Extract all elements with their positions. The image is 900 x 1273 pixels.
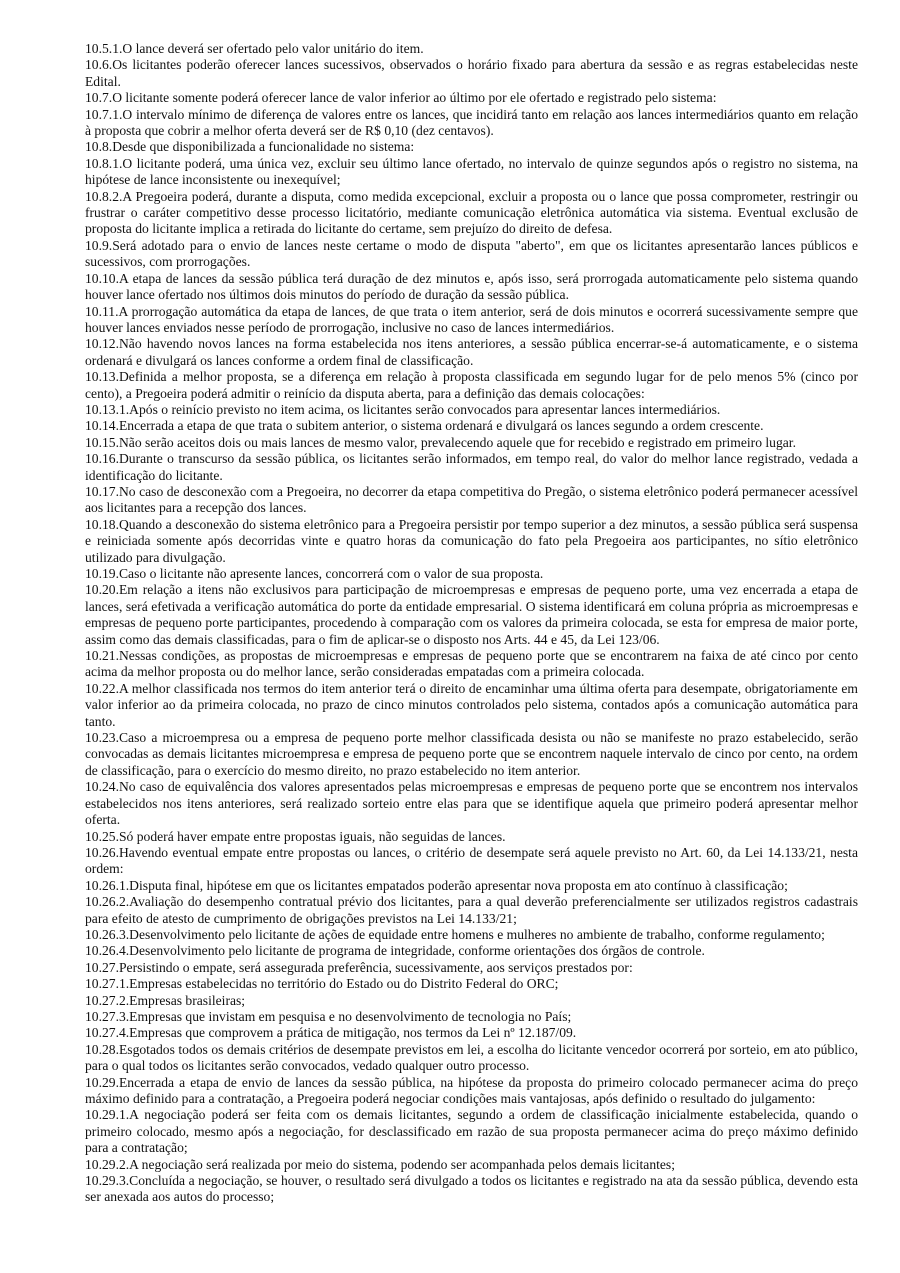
document-body bbox=[85, 41, 858, 1206]
paragraph: 10.26.2.Avaliação do desempenho contratual prévio dos licitantes, para a qual deverão preferencialmente ser utilizados registros cadastrais para efeito de atesto de cumprimento de obrigações previstos na Lei 14.133/21; bbox=[85, 894, 858, 926]
paragraph: 10.19.Caso o licitante não apresente lances, concorrerá com o valor de sua proposta. bbox=[85, 566, 544, 581]
paragraph: 10.27.2.Empresas brasileiras; bbox=[85, 992, 246, 1008]
paragraph: 10.26.Havendo eventual empate entre propostas ou lances, o critério de desempate será aquele previsto no Art. 60, da Lei 14.133/21, nesta ordem: bbox=[85, 844, 858, 877]
paragraph: 10.29.3.Concluída a negociação, se houver, o resultado será divulgado a todos os licitantes e registrado na ata da sessão pública, devendo esta ser anexada aos autos do processo; bbox=[85, 1173, 858, 1205]
paragraph: 10.13.1.Após o reinício previsto no item acima, os licitantes serão convocados para apresentar lances intermediários. bbox=[85, 401, 721, 417]
paragraph: 10.22.A melhor classificada nos termos do item anterior terá o direito de encaminhar uma última oferta para desempate, obrigatoriamente em valor inferior ao da primeira colocada, no prazo de cinco minutos controlados pelo sistema, contados após a comunicação automática para tanto. bbox=[85, 680, 858, 729]
paragraph: 10.28.Esgotados todos os demais critérios de desempate previstos em lei, a escolha do licitante vencedor ocorrerá por sorteio, em ato público, para o qual todos os licitantes serão convocados, vedado qualquer outro processo. bbox=[85, 1041, 858, 1074]
paragraph: 10.17.No caso de desconexão com a Pregoeira, no decorrer da etapa competitiva do Pregão, o sistema eletrônico poderá permanecer acessível aos licitantes para a recepção dos lances. bbox=[85, 483, 858, 516]
paragraph: 10.20.Em relação a itens não exclusivos para participação de microempresas e empresas de pequeno porte, uma vez encerrada a etapa de lances, será efetivada a verificação automática do porte da entidade empresarial. O sistema identificará em coluna própria as microempresas e empresas de pequeno porte participantes, procedendo à comparação com os valores da primeira colocada, se esta for empresa de maior porte, assim como das demais classificadas, para o fim de aplicar-se o disposto nos Arts. 44 e 45, da Lei 123/06. bbox=[85, 582, 858, 647]
paragraph: 10.27.1.Empresas estabelecidas no território do Estado ou do Distrito Federal do ORC; bbox=[85, 976, 559, 992]
paragraph: 10.9.Será adotado para o envio de lances neste certame o modo de disputa "aberto", em que os licitantes apresentarão lances públicos e sucessivos, com prorrogações. bbox=[85, 237, 858, 270]
paragraph: 10.13.Definida a melhor proposta, se a diferença em relação à proposta classificada em segundo lugar for de pelo menos 5% (cinco por cento), a Pregoeira poderá admitir o reinício da disputa aberta, para a definição das demais colocações: bbox=[85, 369, 858, 401]
paragraph: 10.27.4.Empresas que comprovem a prática de mitigação, nos termos da Lei nº 12.187/09. bbox=[85, 1025, 577, 1041]
paragraph: 10.27.Persistindo o empate, será assegurada preferência, sucessivamente, aos serviços prestados por: bbox=[85, 959, 633, 975]
paragraph: 10.7.O licitante somente poderá oferecer lance de valor inferior ao último por ele ofertado e registrado pelo sistema: bbox=[85, 90, 717, 106]
paragraph: 10.15.Não serão aceitos dois ou mais lances de mesmo valor, prevalecendo aquele que for recebido e registrado em primeiro lugar. bbox=[85, 434, 796, 450]
paragraph: 10.26.3.Desenvolvimento pelo licitante de ações de equidade entre homens e mulheres no ambiente de trabalho, conforme regulamento; bbox=[85, 926, 825, 942]
paragraph: 10.27.3.Empresas que invistam em pesquisa e no desenvolvimento de tecnologia no País; bbox=[85, 1008, 572, 1024]
paragraph: 10.8.1.O licitante poderá, uma única vez, excluir seu último lance ofertado, no intervalo de quinze segundos após o registro no sistema, na hipótese de lance inconsistente ou inexequível; bbox=[85, 155, 858, 188]
paragraph: 10.26.4.Desenvolvimento pelo licitante de programa de integridade, conforme orientações dos órgãos de controle. bbox=[85, 943, 705, 959]
paragraph: 10.14.Encerrada a etapa de que trata o subitem anterior, o sistema ordenará e divulgará os lances segundo a ordem crescente. bbox=[85, 418, 764, 434]
paragraph: 10.24.No caso de equivalência dos valores apresentados pelas microempresas e empresas de pequeno porte que se encontrem nos intervalos estabelecidos nos itens anteriores, será realizado sorteio entre elas para que se identifique aquela que primeiro poderá apresentar melhor oferta. bbox=[85, 779, 858, 828]
paragraph: 10.25.Só poderá haver empate entre propostas iguais, não seguidas de lances. bbox=[85, 828, 506, 844]
paragraph: 10.18.Quando a desconexão do sistema eletrônico para a Pregoeira persistir por tempo superior a dez minutos, a sessão pública será suspensa e reiniciada somente após decorridas vinte e quatro horas da comunicação do fato pela Pregoeira aos participantes, no sítio eletrônico utilizado para divulgação. bbox=[85, 516, 858, 565]
paragraph: 10.7.1.O intervalo mínimo de diferença de valores entre os lances, que incidirá tanto em relação aos lances intermediários quanto em relação à proposta que cobrir a melhor oferta deverá ser de R$ 0,10 (dez centavos). bbox=[85, 106, 858, 139]
paragraph: 10.29.2.A negociação será realizada por meio do sistema, podendo ser acompanhada pelos demais licitantes; bbox=[85, 1156, 675, 1172]
paragraph: 10.8.2.A Pregoeira poderá, durante a disputa, como medida excepcional, excluir a proposta ou o lance que possa comprometer, restringir ou frustrar o caráter competitivo desse processo licitatório, mediante comunicação eletrônica automática via sistema. Eventual exclusão de proposta do licitante implica a retirada do licitante do certame, sem prejuízo do direito de defesa. bbox=[85, 188, 858, 237]
paragraph: 10.8.Desde que disponibilizada a funcionalidade no sistema: bbox=[85, 139, 415, 155]
paragraph: 10.10.A etapa de lances da sessão pública terá duração de dez minutos e, após isso, será prorrogada automaticamente pelo sistema quando houver lance ofertado nos últimos dois minutos do período de duração da sessão pública. bbox=[85, 270, 858, 303]
paragraph: 10.21.Nessas condições, as propostas de microempresas e empresas de pequeno porte que se encontrarem na faixa de até cinco por cento acima da melhor proposta ou do melhor lance, serão consideradas empatadas com a primeira colocada. bbox=[85, 648, 858, 680]
paragraph: 10.6.Os licitantes poderão oferecer lances sucessivos, observados o horário fixado para abertura da sessão e as regras estabelecidas neste Edital. bbox=[85, 57, 858, 89]
paragraph: 10.29.1.A negociação poderá ser feita com os demais licitantes, segundo a ordem de classificação inicialmente estabelecida, quando o primeiro colocado, mesmo após a negociação, for desclassificado em razão de sua proposta permanecer acima do preço máximo definido para a contratação; bbox=[85, 1107, 858, 1156]
paragraph: 10.26.1.Disputa final, hipótese em que os licitantes empatados poderão apresentar nova proposta em ato contínuo à classificação; bbox=[85, 877, 788, 893]
paragraph: 10.29.Encerrada a etapa de envio de lances da sessão pública, na hipótese da proposta do primeiro colocado permanecer acima do preço máximo definido para a contratação, a Pregoeira poderá negociar condições mais vantajosas, após definido o resultado do julgamento: bbox=[85, 1074, 858, 1106]
paragraph: 10.12.Não havendo novos lances na forma estabelecida nos itens anteriores, a sessão pública encerrar-se-á automaticamente, e o sistema ordenará e divulgará os lances conforme a ordem final de classificação. bbox=[85, 336, 858, 368]
paragraph: 10.11.A prorrogação automática da etapa de lances, de que trata o item anterior, será de dois minutos e ocorrerá sucessivamente sempre que houver lances enviados nesse período de prorrogação, inclusive no caso de lances intermediários. bbox=[85, 303, 858, 335]
paragraph: 10.5.1.O lance deverá ser ofertado pelo valor unitário do item. bbox=[85, 41, 424, 56]
paragraph: 10.23.Caso a microempresa ou a empresa de pequeno porte melhor classificada desista ou não se manifeste no prazo estabelecido, serão convocadas as demais licitantes microempresa e empresa de pequeno porte que se encontrem naquele intervalo de cinco por cento, na ordem de classificação, para o exercício do mesmo direito, no prazo estabelecido no item anterior. bbox=[85, 730, 858, 778]
paragraph: 10.16.Durante o transcurso da sessão pública, os licitantes serão informados, em tempo real, do valor do melhor lance registrado, vedada a identificação do licitante. bbox=[85, 451, 858, 483]
